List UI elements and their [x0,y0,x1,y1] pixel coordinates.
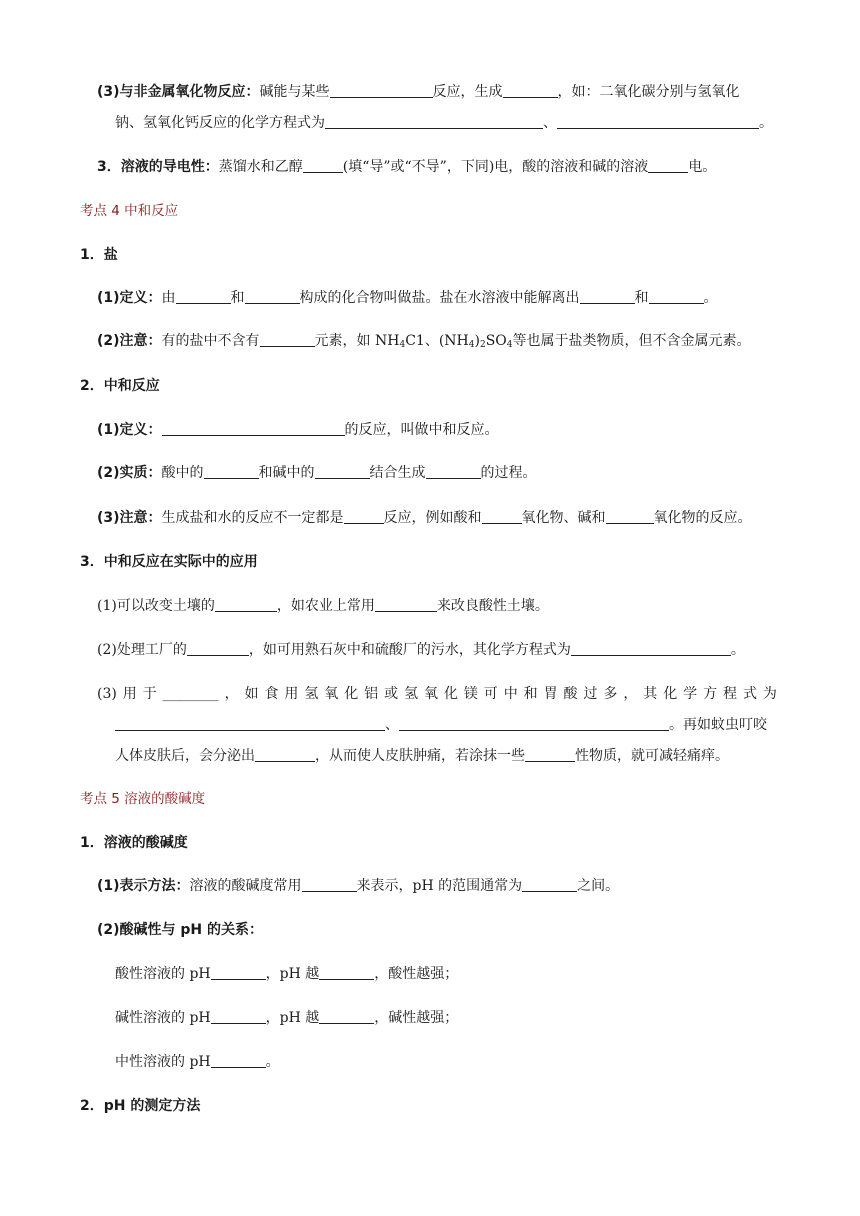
text: 氧化物的反应。 [653,510,752,526]
word: 化 [663,686,678,702]
section-heading-kaodian-4: 考点 4 中和反应 [80,203,179,219]
subheading-acidity: 1．溶液的酸碱度 [80,835,188,851]
text: 反应，生成 [432,84,503,100]
word: 食 [264,686,279,702]
text: 蒸馏水和乙醇 [218,159,303,175]
text: 反应，例如酸和 [383,510,482,526]
line-application-soil [97,596,549,616]
line-salt-note [97,331,751,351]
text: 生成盐和水的反应不一定都是 [161,510,344,526]
text: ) [474,333,480,349]
word: 镁 [463,686,478,702]
text: 之间。 [577,878,620,894]
text: ，从而使人皮肤肿痛，若涂抹一些 [315,748,525,764]
word: (3) [97,686,117,702]
text: 来改良酸性土壤。 [436,598,549,614]
blank [557,114,759,129]
word: 为 [762,686,777,702]
text: (填“导”或“不导”，下同)电，酸的溶液和碱的溶液 [342,159,649,175]
blank [115,716,385,731]
word: 胃 [543,686,558,702]
text: (1)可以改变土壤的 [97,598,215,614]
text: 人体皮肤后，会分泌出 [115,748,255,764]
word: 如 [244,686,259,702]
subscript: 4 [468,340,475,350]
text: 。再如蚊虫叮咬 [669,717,767,733]
word: 多 [603,686,618,702]
word: 铝 [364,686,379,702]
blank [211,1053,266,1068]
text: ，如农业上常用 [276,598,375,614]
subheading-salt: 1．盐 [80,247,118,263]
word: 于 [142,686,157,702]
blank [162,421,345,436]
item-label: (3)与非金属氧化物反应： [97,84,260,100]
blank [176,289,231,304]
text: 。 [265,1054,280,1070]
text: 酸中的 [161,465,204,481]
subheading-applications: 3．中和反应在实际中的应用 [80,554,258,570]
line-application-medicine-2 [115,715,767,735]
text: ，碱性越强； [374,1010,459,1026]
blank [260,332,315,347]
blank [606,509,654,524]
section-heading-kaodian-5: 考点 5 溶液的酸碱度 [80,791,206,807]
word: 氢 [304,686,319,702]
line-neutral-ph [115,1052,280,1072]
blank [503,83,558,98]
text: 酸性溶液的 pH [115,966,211,982]
blank [211,1009,266,1024]
blank [522,877,577,892]
blank [482,509,522,524]
item-label: (1)定义： [97,290,162,306]
word: 方 [703,686,718,702]
text: 。 [759,115,773,131]
blank [302,877,357,892]
word: ________ [162,686,219,702]
text: 、 [543,115,557,131]
word: 化 [443,686,458,702]
blank [255,747,315,762]
line-conductivity [97,157,716,177]
text: SO [485,333,507,349]
item-label: (2)实质： [97,465,162,481]
text: 性物质，就可减轻痛痒。 [575,748,729,764]
line-nonmetal-oxide [97,82,740,102]
item-label: (3)注意： [97,510,162,526]
word: 氧 [423,686,438,702]
text: 构成的化合物叫做盐。盐在水溶液中能解离出 [299,290,580,306]
line-neutralization-essence [97,463,537,483]
word: 过 [583,686,598,702]
blank [648,158,688,173]
text: 来表示，pH 的范围通常为 [356,878,523,894]
line-ph-relation-label: (2)酸碱性与 pH 的关系： [97,922,264,938]
text: 碱能与某些 [259,84,330,100]
blank [215,597,277,612]
line-application-medicine [97,684,777,704]
line-salt-definition [97,288,718,308]
word: ， [623,686,638,702]
word: 用 [122,686,137,702]
word: 和 [523,686,538,702]
blank [319,965,374,980]
word: 学 [683,686,698,702]
item-label: (2)注意： [97,333,162,349]
text: 和 [634,290,649,306]
text: 的反应，叫做中和反应。 [344,422,499,438]
text: 中性溶液的 pH [115,1054,211,1070]
text: 电。 [688,159,717,175]
text: ，酸性越强； [374,966,459,982]
blank [325,114,543,129]
blank [204,464,259,479]
text: 氧化物、碱和 [521,510,606,526]
text: 和碱中的 [258,465,315,481]
subheading-ph-measurement: 2．pH 的测定方法 [80,1098,201,1114]
word: 程 [723,686,738,702]
text: 元素，如 NH [314,333,400,349]
text: ，pH 越 [265,966,320,982]
text: (2)处理工厂的 [97,642,187,658]
blank [303,158,343,173]
word: 式 [742,686,757,702]
line-ph-expression [97,876,619,896]
line-application-wastewater [97,640,745,660]
subheading-neutralization: 2．中和反应 [80,378,160,394]
word: 用 [284,686,299,702]
word: 可 [483,686,498,702]
blank [319,1009,374,1024]
blank [580,289,635,304]
item-label: 3．溶液的导电性： [97,159,219,175]
blank [187,641,249,656]
blank [649,289,704,304]
text: C1、(NH [405,333,469,349]
subscript: 2 [479,340,486,350]
word: 酸 [563,686,578,702]
word: 中 [503,686,518,702]
text: 有的盐中不含有 [161,333,260,349]
word: 化 [344,686,359,702]
item-label: (1)表示方法： [97,878,190,894]
text: 。 [703,290,718,306]
line-acidic-ph [115,964,458,984]
text: ，如可用熟石灰中和硫酸厂的污水，其化学方程式为 [248,642,571,658]
text: 碱性溶液的 pH [115,1010,211,1026]
text: 由 [161,290,176,306]
text: 结合生成 [369,465,426,481]
word: 氧 [324,686,339,702]
word: ， [224,686,239,702]
line-equations [115,113,773,133]
blank [525,747,575,762]
line-basic-ph [115,1008,458,1028]
subscript: 4 [506,340,513,350]
text: 、 [385,717,399,733]
blank [245,289,300,304]
blank [426,464,481,479]
blank [375,597,437,612]
word: 或 [384,686,399,702]
blank [330,83,433,98]
text: 等也属于盐类物质，但不含金属元素。 [512,333,751,349]
text: 和 [230,290,245,306]
line-neutralization-note [97,508,752,528]
text: ，pH 越 [265,1010,320,1026]
line-application-insect-bite [115,746,729,766]
blank [315,464,370,479]
blank [571,641,731,656]
subscript: 4 [399,340,406,350]
text: 溶液的酸碱度常用 [189,878,302,894]
line-neutralization-definition [97,420,499,440]
text: ，如：二氧化碳分别与氢氧化 [557,84,740,100]
blank [344,509,384,524]
text: 的过程。 [480,465,537,481]
text: 钠、氢氧化钙反应的化学方程式为 [115,115,325,131]
text: 。 [730,642,745,658]
blank [399,716,669,731]
word: 氢 [404,686,419,702]
item-label: (1)定义： [97,422,162,438]
word: 其 [643,686,658,702]
blank [211,965,266,980]
